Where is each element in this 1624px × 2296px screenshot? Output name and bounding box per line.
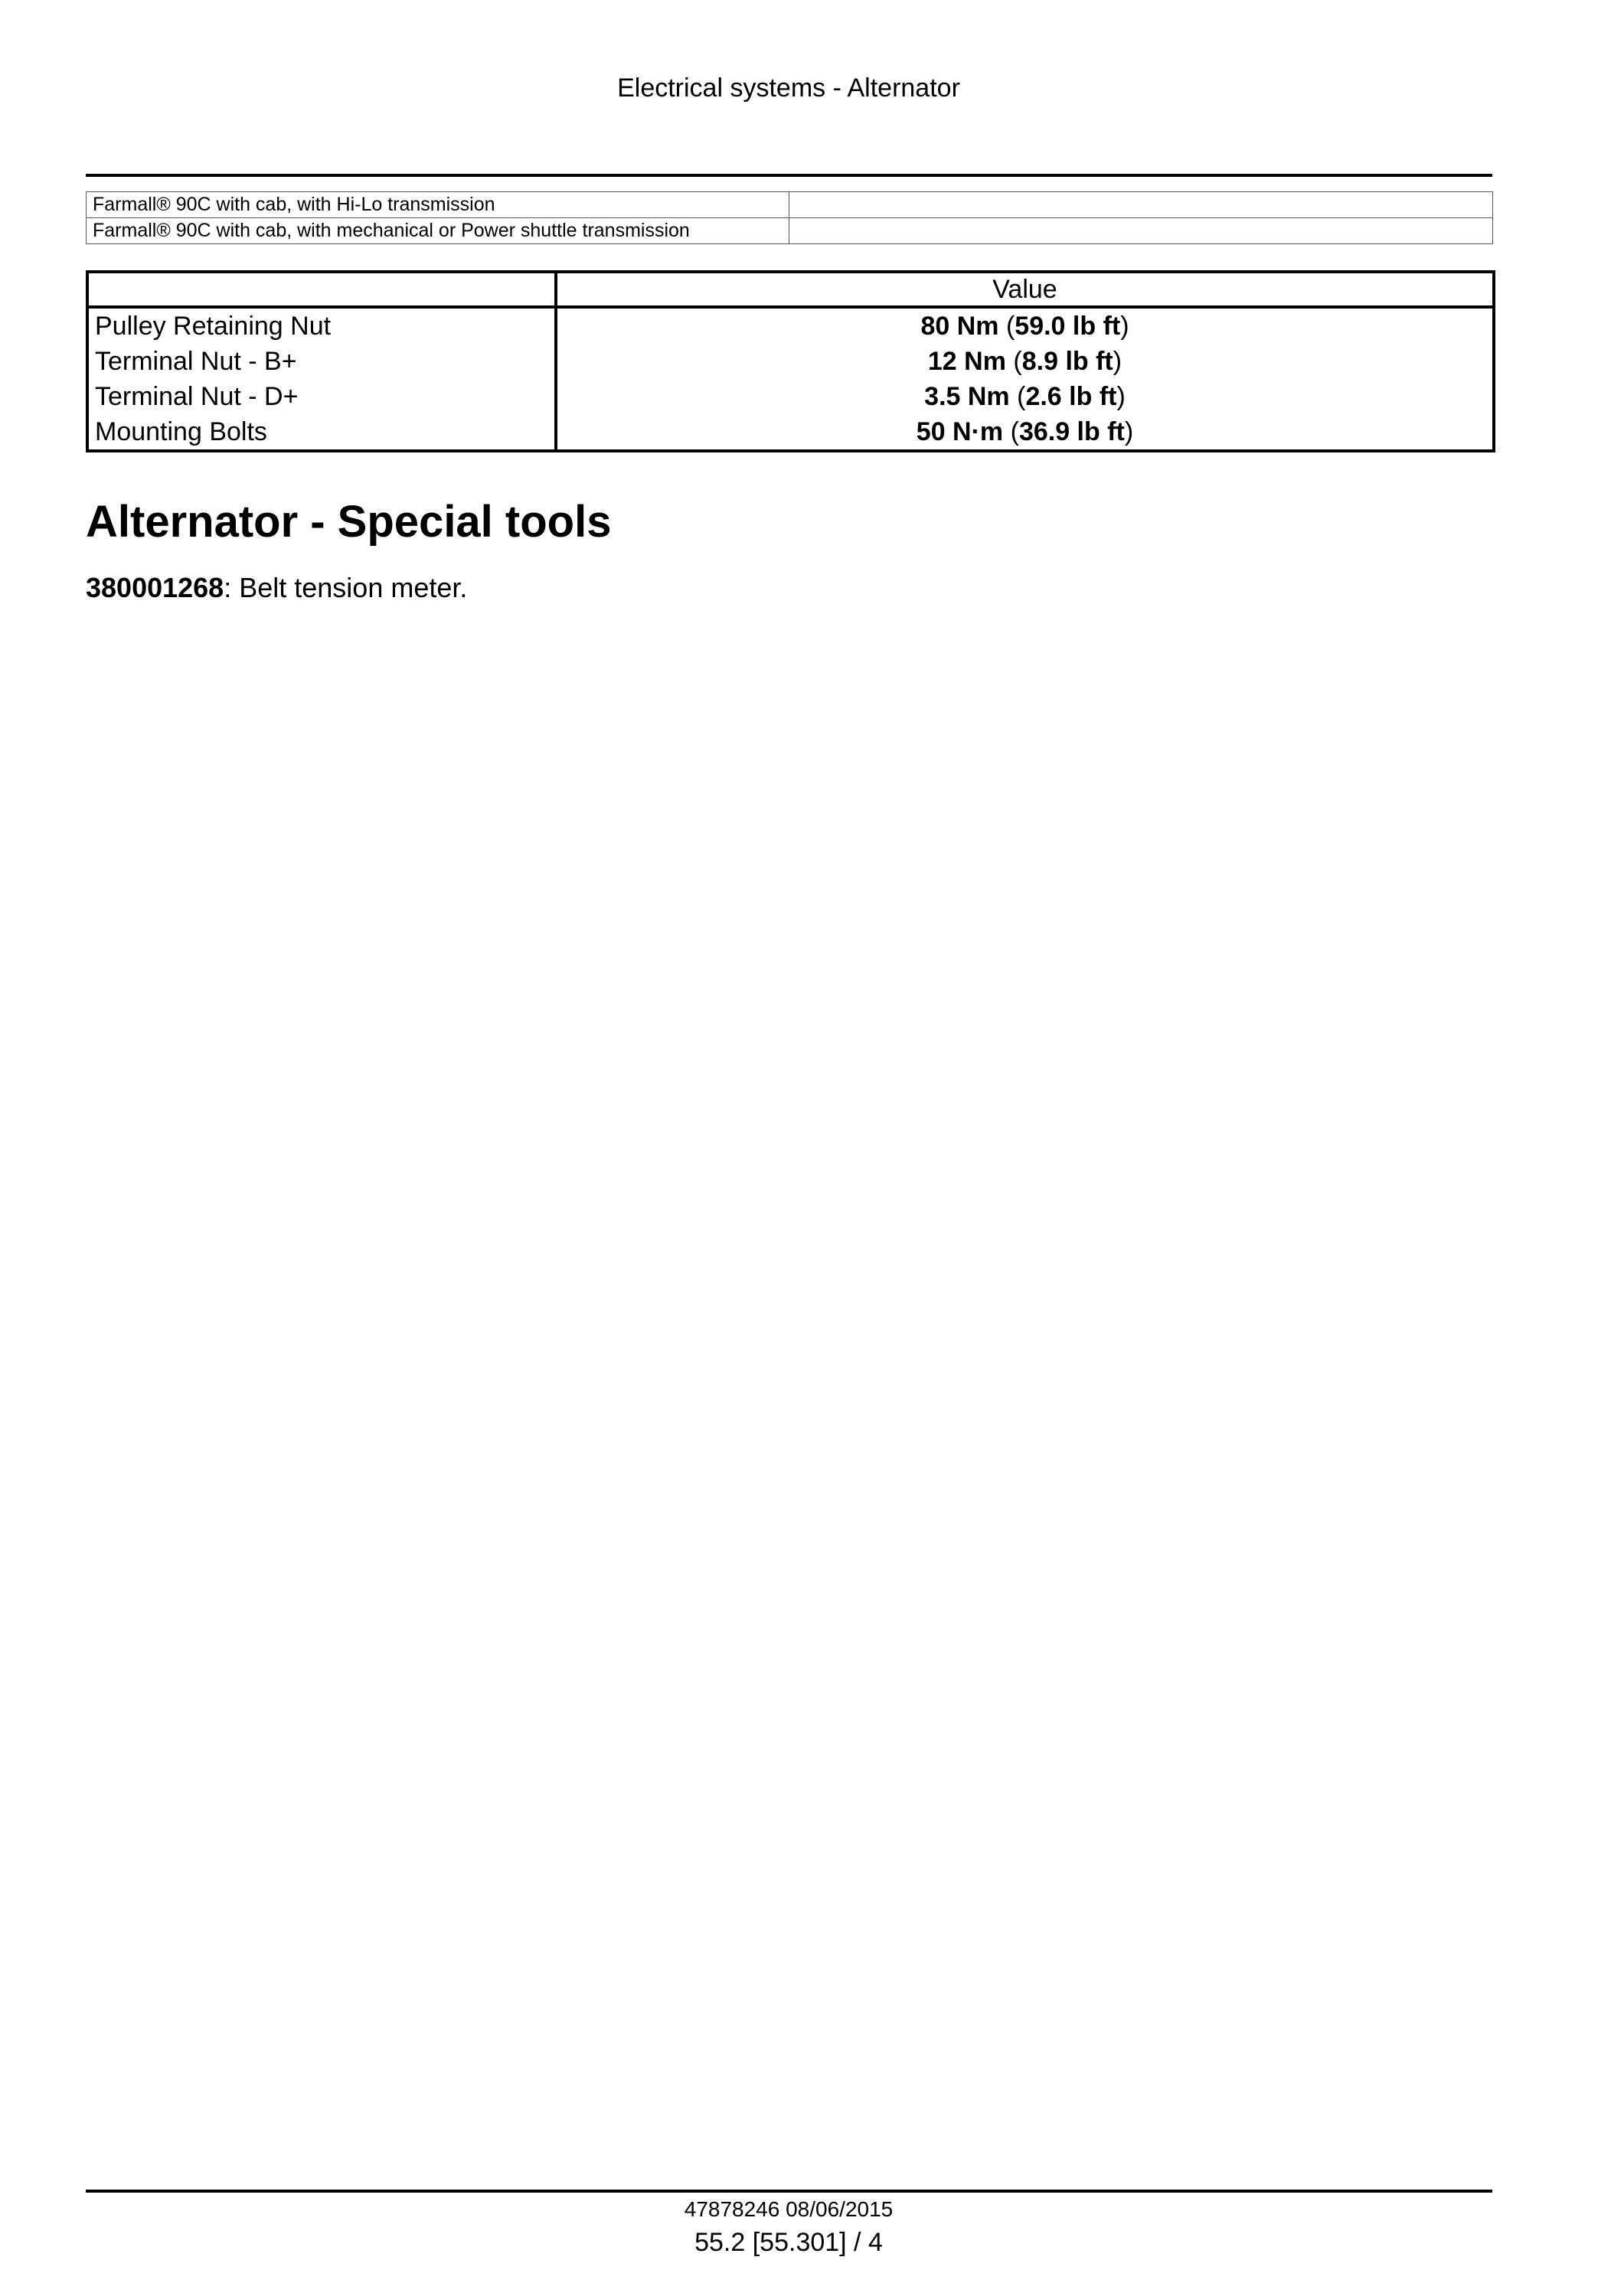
torque-imperial: 59.0 lb ft (1015, 312, 1121, 341)
torque-item-name: Pulley Retaining Nut (87, 307, 556, 344)
table-header-row (87, 272, 1494, 307)
table-row (87, 379, 1494, 414)
paren-close: ) (1113, 347, 1122, 376)
paren-close: ) (1116, 382, 1126, 411)
section-title: Alternator - Special tools (86, 497, 612, 547)
paren-open: ( (1003, 417, 1019, 446)
torque-value (556, 379, 1494, 414)
applicability-value (789, 192, 1493, 218)
torque-item-name: Mounting Bolts (87, 414, 556, 451)
torque-value (556, 307, 1494, 344)
tool-description: Belt tension meter. (239, 572, 468, 603)
torque-metric: 50 N·m (916, 417, 1004, 446)
header-rule (86, 174, 1492, 177)
torque-imperial: 36.9 lb ft (1018, 417, 1125, 446)
paren-open: ( (1005, 347, 1022, 376)
paren-close: ) (1124, 417, 1134, 446)
torque-item-name: Terminal Nut - D+ (87, 379, 556, 414)
applicability-model: Farmall® 90C with cab, with Hi-Lo transmission (87, 192, 789, 218)
value-column-header: Value (556, 272, 1494, 307)
running-header: Electrical systems - Alternator (617, 73, 960, 103)
applicability-model: Farmall® 90C with cab, with mechanical or Power shuttle transmission (87, 218, 789, 244)
torque-metric: 80 Nm (920, 312, 999, 341)
torque-metric: 12 Nm (927, 347, 1006, 376)
torque-imperial: 8.9 lb ft (1021, 347, 1113, 376)
torque-table (86, 270, 1495, 452)
table-row (87, 307, 1494, 344)
applicability-value (789, 218, 1493, 244)
table-row (87, 344, 1494, 379)
tool-separator: : (224, 572, 240, 603)
table-row (87, 192, 1493, 218)
torque-imperial: 2.6 lb ft (1025, 382, 1117, 411)
applicability-table (86, 191, 1493, 244)
table-row (87, 218, 1493, 244)
torque-value (556, 344, 1494, 379)
torque-item-name: Terminal Nut - B+ (87, 344, 556, 379)
torque-metric: 3.5 Nm (924, 382, 1010, 411)
table-row (87, 414, 1494, 451)
special-tool-entry (86, 573, 467, 603)
paren-close: ) (1120, 312, 1129, 341)
tool-part-number: 380001268 (86, 572, 224, 603)
footer-doc-ref: 47878246 08/06/2015 (684, 2197, 894, 2221)
torque-value (556, 414, 1494, 451)
footer-rule (86, 2190, 1492, 2193)
paren-open: ( (998, 312, 1015, 341)
paren-open: ( (1009, 382, 1026, 411)
item-column-header (87, 272, 556, 307)
footer-page-ref: 55.2 [55.301] / 4 (694, 2228, 883, 2257)
